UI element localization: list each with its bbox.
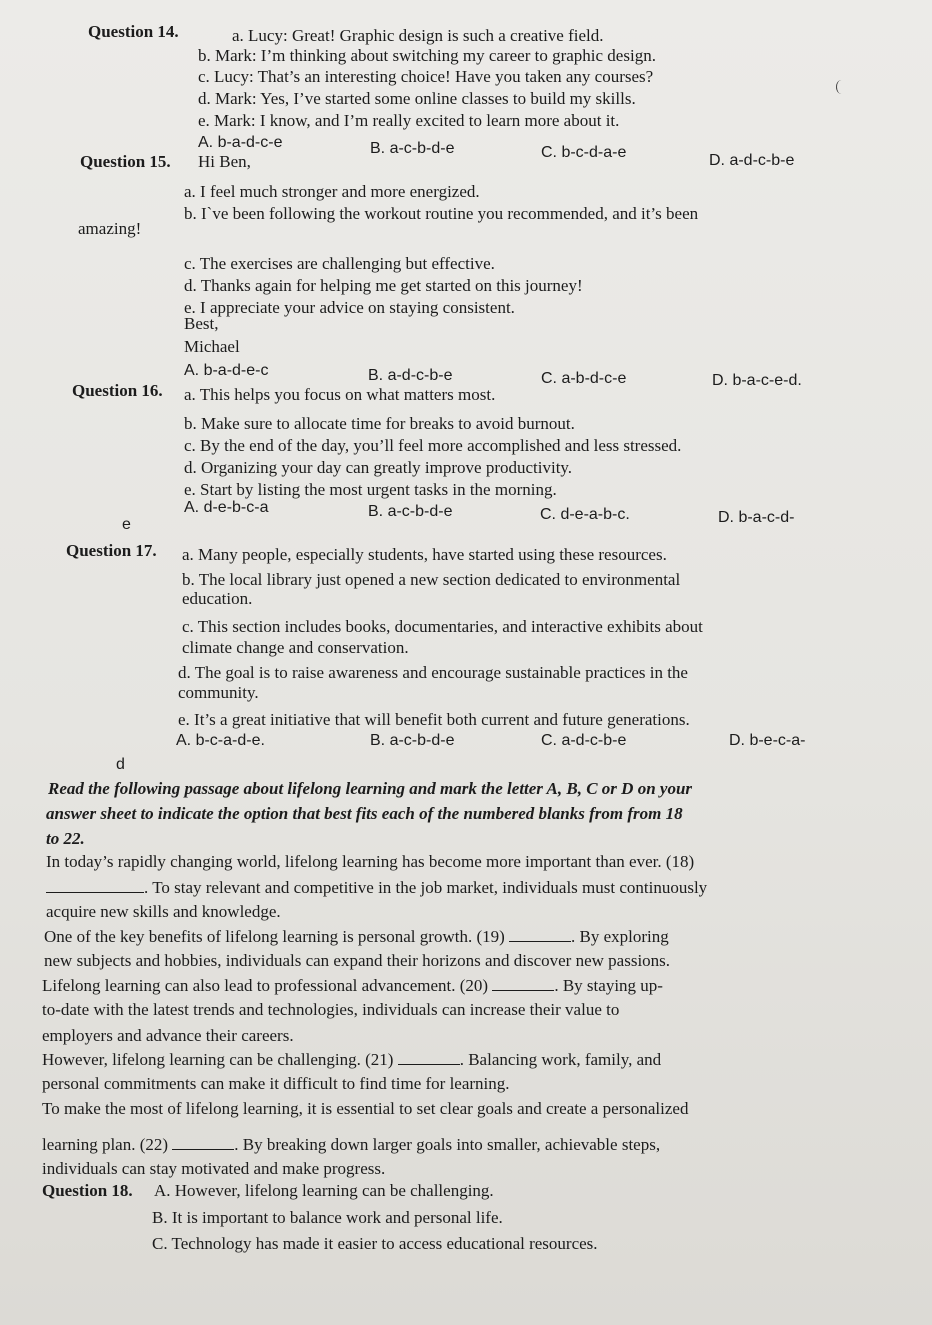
question-18-label: Question 18. (42, 1181, 133, 1200)
passage-p3-line-1-text: Lifelong learning can also lead to professional advancement. (20) (42, 976, 489, 995)
q16-option-c[interactable]: C. d-e-a-b-c. (540, 506, 630, 523)
q16-line-b: b. Make sure to allocate time for breaks to avoid burnout. (184, 414, 575, 433)
q14-line-a: a. Lucy: Great! Graphic design is such a creative field. (232, 26, 604, 45)
q17-option-d-cont: d (116, 756, 125, 773)
q14-option-b[interactable]: B. a-c-b-d-e (370, 140, 455, 157)
passage-p5-line-3: individuals can stay motivated and make progress. (42, 1159, 386, 1178)
q15-line-b-cont: amazing! (78, 219, 142, 238)
passage-p4-line-1-tail: . Balancing work, family, and (459, 1050, 662, 1069)
q17-line-d1: d. The goal is to raise awareness and encourage sustainable practices in the (178, 663, 688, 682)
passage-p3-line-3: employers and advance their careers. (42, 1026, 294, 1045)
passage-p5-line-1: To make the most of lifelong learning, it is essential to set clear goals and create a personalized (42, 1099, 689, 1118)
passage-p1-line-1: In today’s rapidly changing world, lifelong learning has become more important than ever. (18) (46, 852, 695, 871)
passage-p1-line-3: acquire new skills and knowledge. (46, 902, 281, 921)
q17-line-c2: climate change and conservation. (182, 638, 409, 657)
q17-line-e: e. It’s a great initiative that will benefit both current and future generations. (178, 710, 690, 729)
instruction-line-1: Read the following passage about lifelong learning and mark the letter A, B, C or D on your (48, 779, 693, 798)
q16-option-a[interactable]: A. d-e-b-c-a (184, 499, 269, 516)
q17-line-c1: c. This section includes books, documentaries, and interactive exhibits about (182, 617, 703, 636)
question-16-label: Question 16. (72, 381, 163, 400)
passage-p1-line-2 (46, 877, 707, 898)
q15-line-d: d. Thanks again for helping me get started on this journey! (184, 276, 583, 295)
q14-option-c[interactable]: C. b-c-d-a-e (541, 144, 627, 161)
q17-line-b1: b. The local library just opened a new section dedicated to environmental (182, 570, 681, 589)
q15-option-b[interactable]: B. a-d-c-b-e (368, 367, 453, 384)
q16-line-a: a. This helps you focus on what matters most. (184, 385, 496, 404)
q17-option-b[interactable]: B. a-c-b-d-e (370, 732, 455, 749)
q16-line-e: e. Start by listing the most urgent tasks in the morning. (184, 480, 557, 499)
q16-option-d-cont: e (122, 516, 131, 533)
pen-mark (836, 80, 847, 94)
q15-line-c: c. The exercises are challenging but effective. (184, 254, 495, 273)
passage-p4-line-1-text: However, lifelong learning can be challenging. (21) (42, 1050, 394, 1069)
q15-line-a: a. I feel much stronger and more energized. (184, 182, 480, 201)
blank-22[interactable] (172, 1134, 234, 1150)
q17-line-a: a. Many people, especially students, have started using these resources. (182, 545, 667, 564)
q15-line-b: b. I`ve been following the workout routine you recommended, and it’s been (184, 204, 699, 223)
instruction-line-2: answer sheet to indicate the option that best fits each of the numbered blanks from from 18 (46, 804, 683, 823)
blank-18[interactable] (46, 877, 144, 893)
q15-line-e: e. I appreciate your advice on staying consistent. (184, 298, 515, 317)
blank-21[interactable] (398, 1049, 460, 1065)
q15-greeting: Hi Ben, (198, 152, 251, 171)
instruction-line-3: to 22. (46, 829, 85, 848)
passage-p2-line-1 (44, 926, 669, 947)
q18-option-a[interactable]: A. However, lifelong learning can be challenging. (154, 1181, 494, 1200)
passage-p5-line-2-text: learning plan. (22) (42, 1135, 169, 1154)
q17-line-d2: community. (178, 683, 259, 702)
blank-20[interactable] (492, 975, 554, 991)
q14-option-a[interactable]: A. b-a-d-c-e (198, 134, 283, 151)
q16-line-c: c. By the end of the day, you’ll feel more accomplished and less stressed. (184, 436, 682, 455)
q17-line-b2: education. (182, 589, 253, 608)
q14-line-e: e. Mark: I know, and I’m really excited to learn more about it. (198, 111, 620, 130)
q14-line-d: d. Mark: Yes, I’ve started some online classes to build my skills. (198, 89, 636, 108)
passage-p1-line-2-text: . To stay relevant and competitive in the job market, individuals must continuously (144, 878, 708, 897)
q16-option-d[interactable]: D. b-a-c-d- (718, 509, 795, 526)
passage-p3-line-2: to-date with the latest trends and technologies, individuals can increase their value to (42, 1000, 620, 1019)
blank-19[interactable] (509, 926, 571, 942)
q16-option-b[interactable]: B. a-c-b-d-e (368, 503, 453, 520)
q14-line-b: b. Mark: I’m thinking about switching my career to graphic design. (198, 46, 656, 65)
q15-closing: Best, (184, 314, 219, 333)
question-17-label: Question 17. (66, 541, 157, 560)
q15-signature: Michael (184, 337, 240, 356)
q17-option-a[interactable]: A. b-c-a-d-e. (176, 732, 265, 749)
q18-option-b[interactable]: B. It is important to balance work and personal life. (152, 1208, 503, 1227)
passage-p5-line-2 (42, 1134, 660, 1155)
q17-option-c[interactable]: C. a-d-c-b-e (541, 732, 627, 749)
passage-p2-line-2: new subjects and hobbies, individuals can expand their horizons and discover new passions. (44, 951, 671, 970)
passage-p2-line-1-text: One of the key benefits of lifelong learning is personal growth. (19) (44, 927, 505, 946)
passage-p3-line-1 (42, 975, 663, 996)
passage-p2-line-1-tail: . By exploring (571, 927, 669, 946)
q14-line-c: c. Lucy: That’s an interesting choice! Have you taken any courses? (198, 67, 654, 86)
q18-option-c[interactable]: C. Technology has made it easier to access educational resources. (152, 1234, 598, 1253)
q14-option-d[interactable]: D. a-d-c-b-e (709, 152, 795, 169)
passage-p4-line-1 (42, 1049, 661, 1070)
question-14-label: Question 14. (88, 22, 179, 41)
question-15-label: Question 15. (80, 152, 171, 171)
passage-p5-line-2-tail: . By breaking down larger goals into smaller, achievable steps, (234, 1135, 661, 1154)
q16-line-d: d. Organizing your day can greatly improve productivity. (184, 458, 573, 477)
q17-option-d[interactable]: D. b-e-c-a- (729, 732, 806, 749)
q15-option-a[interactable]: A. b-a-d-e-c (184, 362, 269, 379)
passage-p3-line-1-tail: . By staying up- (554, 976, 663, 995)
q15-option-c[interactable]: C. a-b-d-c-e (541, 370, 627, 387)
q15-option-d[interactable]: D. b-a-c-e-d. (712, 372, 802, 389)
passage-p4-line-2: personal commitments can make it difficult to find time for learning. (42, 1074, 510, 1093)
